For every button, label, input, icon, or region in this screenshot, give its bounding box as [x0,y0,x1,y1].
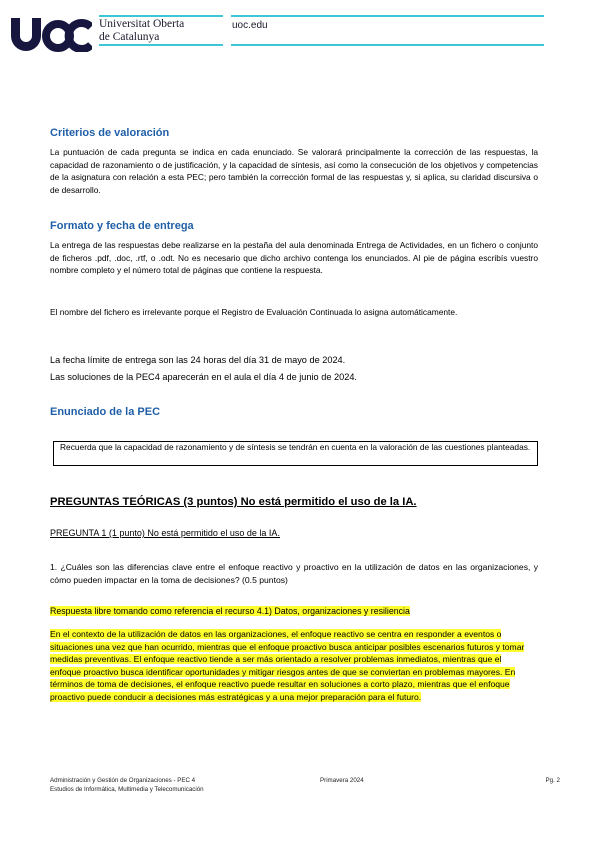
header-rule-bottom-right [231,44,544,46]
footer-course: Administración y Gestión de Organizaciones - PEC 4 [50,777,196,784]
response-body [50,628,534,704]
footer-page-number: Pg. 2 [545,777,560,784]
pregunta-1-heading: PREGUNTA 1 (1 punto) No está permitido el uso de la IA. [50,528,280,538]
header-rule-top-left [99,15,223,17]
uoc-logo-icon [8,14,92,52]
header-rule-top-right [231,15,544,17]
domain-link[interactable]: uoc.edu [232,20,268,31]
university-line-1: Universitat Oberta [99,18,185,30]
footer-course-info [50,776,204,794]
formato-text: La entrega de las respuestas debe realizarse en la pestaña del aula denominada Entrega de Actividades, en un fichero o conjunto de ficheros .pdf, .doc, .rtf, o .odt. No es necesario que dicho archivo contenga los enunciados. Al pie de página escribís vuestro nombre completo y el número total de páginas que contiene la respuesta. [50,240,538,276]
formato-heading: Formato y fecha de entrega [50,220,194,232]
response-heading-text: Respuesta libre tomando como referencia el recurso 4.1) Datos, organizaciones y resiliencia [50,606,410,616]
solutions-text: Las soluciones de la PEC4 aparecerán en el aula el día 4 de junio de 2024. [50,372,357,382]
footer-semester: Primavera 2024 [320,777,364,784]
criterios-heading: Criterios de valoración [50,127,170,139]
criterios-text: La puntuación de cada pregunta se indica en cada enunciado. Se valorará principalmente la corrección de las respuestas, la capacidad de razonamiento o de justificación, y la capacidad de síntesis, así como la consecución de los objetivos y competencias de la asignatura con relación a esta PEC; pero también la corrección formal de las respuestas y, si aplica, su claridad discursiva o de desarrollo. [50,147,538,195]
enunciado-heading: Enunciado de la PEC [50,406,161,418]
response-heading [50,606,410,616]
university-line-2: de Catalunya [99,31,160,43]
footer-studies: Estudios de Informática, Multimedia y Telecomunicación [50,786,204,793]
preguntas-teoricas-heading: PREGUNTAS TEÓRICAS (3 puntos) No está permitido el uso de la IA. [50,496,417,508]
registro-text: El nombre del fichero es irrelevante porque el Registro de Evaluación Continuada lo asigna automáticamente. [50,307,458,317]
question-1-text: 1. ¿Cuáles son las diferencias clave entre el enfoque reactivo y proactivo en la utilización de datos en las organizaciones, y cómo pueden impactar en la toma de decisiones? (0.5 puntos) [50,562,538,585]
header-rule-bottom-left [99,44,223,46]
university-name [99,18,184,44]
recuerda-box: Recuerda que la capacidad de razonamiento y de síntesis se tendrán en cuenta en la valoración de las cuestiones planteadas. [53,441,538,466]
page-header [0,0,600,60]
response-body-text: En el contexto de la utilización de datos en las organizaciones, el enfoque reactivo se centra en responder a eventos o situaciones una vez que han ocurrido, mientras que el enfoque proactivo busca anticipar posibles escenarios futuros y tomar medidas preventivas. El enfoque reactivo tiende a ser más orientado a resolver problemas inmediatos, mientras que el enfoque proactivo busca identificar oportunidades y mitigar riesgos antes de que se conviertan en problemas mayores. En términos de toma de decisiones, el enfoque reactivo puede resultar en soluciones a corto plazo, mientras que el enfoque proactivo puede conducir a decisiones más estratégicas y a una mejor preparación para el futuro. [50,629,525,702]
deadline-text: La fecha límite de entrega son las 24 horas del día 31 de mayo de 2024. [50,355,346,365]
